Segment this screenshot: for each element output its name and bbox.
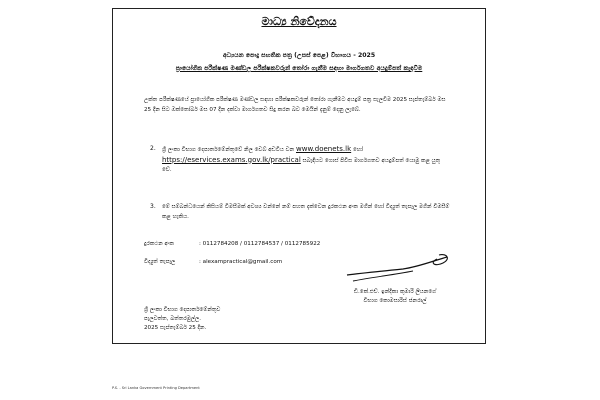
- doenets-link[interactable]: www.doenets.lk: [296, 145, 352, 153]
- exam-subtitle: අධ්‍යයන පොදු සහතික පත්‍ර (උසස් පෙළ) විභාගය - 2025: [222, 52, 376, 59]
- signatory-title: විභාග කොමසාරිස් ජනරාල්: [363, 298, 427, 304]
- address-line-1: ශ්‍රී ලංකා විභාග දෙපාර්තමේන්තුව: [144, 307, 221, 313]
- signature-image: [343, 253, 453, 287]
- eservices-link[interactable]: https://eservices.exams.gov.lk/practical: [162, 155, 301, 164]
- item-3-number: 3.: [150, 203, 156, 210]
- paragraph-1: උක්ත පරීක්ෂණයේ ප්‍රායෝගික පරීක්ෂණ මණ්ඩල සඳහා පරීක්ෂකවරුන් තෝරා ගැනීමට අයදුම් පත්‍ර සැලවීම 2025 සැප්තැම්බර් මස 25 දින සිට ඔක්තෝබර් මස 07 දින දක්වා මාර්ගගතව සිදු කරන බව මෙයින් දැනුම් දෙනු ලැබේ.: [144, 97, 446, 113]
- paragraph-3: මේ සම්බන්ධයෙන් කිසියම් විමසීමක් අවශ්‍ය වන්නේ නම් පහත දැක්වෙන දුරකථන අංක මගින් හෝ විද්‍යුත් තැපෑල මගින් විමසීම් කළ හැකිය.: [162, 204, 450, 220]
- email-label: විද්‍යුත් තැපෑල: [144, 259, 176, 265]
- address-line-2: පැලවත්ත, බත්තරමුල්ල.: [144, 316, 202, 322]
- page-title: මාධ්‍ය නිවේදනය: [261, 15, 337, 28]
- paragraph-2: [162, 145, 450, 176]
- phone-label: දුරකථන අංක: [144, 241, 174, 247]
- paragraph-2-text-a: ශ්‍රී ලංකා විභාග දෙපාර්තමේන්තුවේ නිල වෙබ් අඩවිය වන: [162, 147, 295, 153]
- address-date: 2025 සැප්තැම්බර් 25 දින.: [144, 325, 207, 331]
- paragraph-2-text-c: සබැඳියට ගොස් පිවිස මාර්ගගතව අයදුම්පත් යොමු කළ යුතු වේ.: [162, 157, 441, 173]
- item-2-number: 2.: [150, 145, 156, 152]
- paragraph-2-text-b: හෝ: [352, 147, 363, 153]
- document-frame: [112, 8, 486, 344]
- notice-heading: ප්‍රායෝගික පරීක්ෂණ මණ්ඩල පරීක්ෂකවරුන් තෝරා ගැනීම සඳහා මාර්ගගතව අයදුම්පත් කැඳවීම: [175, 65, 423, 72]
- phone-numbers: : 0112784208 / 0112784537 / 0112785922: [199, 241, 321, 247]
- footer-note: P.S. - Sri Lanka Government Printing Department: [112, 386, 200, 390]
- signatory-name: ඩී.කේ.එච්. ඉන්දිකා කුමාරි ලියනගේ: [353, 289, 437, 295]
- email-address[interactable]: : alexampractical@gmail.com: [199, 259, 283, 265]
